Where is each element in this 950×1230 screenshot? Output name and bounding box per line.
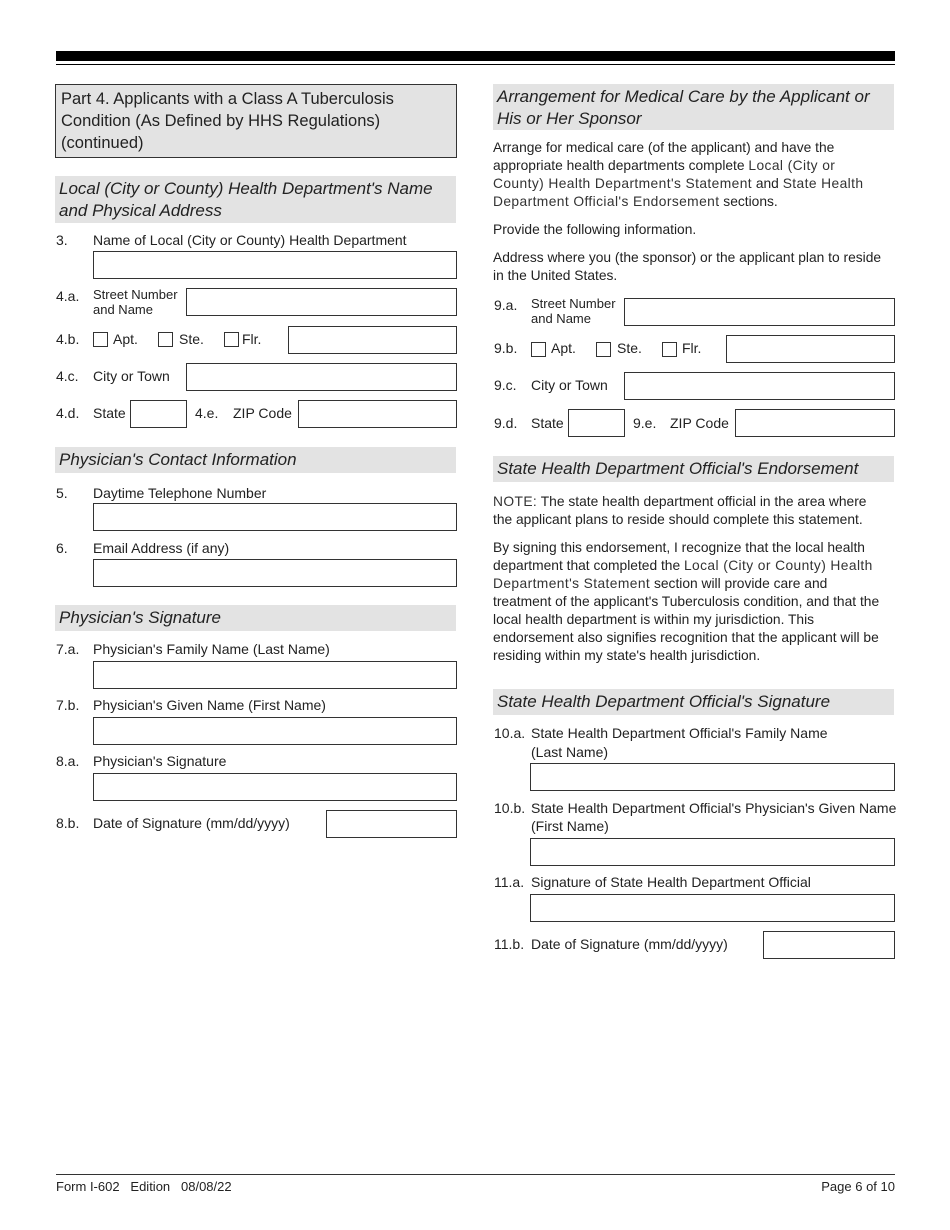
sponsor-zip-code-field[interactable] [735,409,895,437]
item-11b-number: 11.b. [494,936,525,952]
apt-ste-flr-number-field[interactable] [288,326,457,354]
physician-given-name-field[interactable] [93,717,457,745]
sponsor-city-town-field[interactable] [624,372,895,400]
form-edition: Form I-602 Edition 08/08/22 [56,1179,232,1194]
sponsor-ste-label: Ste. [617,340,642,356]
item-11a-label: Signature of State Health Department Official [531,874,811,890]
official-given-name-field[interactable] [530,838,895,866]
item-7b-label: Physician's Given Name (First Name) [93,697,326,713]
item-10a-label-line2: (Last Name) [531,744,609,760]
section-local-health-dept: Local (City or County) Health Department's Name and Physical Address [55,176,456,223]
header-thin-rule [56,64,895,65]
section-state-official-endorsement: State Health Department Official's Endorsement [493,456,894,482]
official-signature-field[interactable] [530,894,895,922]
item-5-number: 5. [56,485,68,501]
item-4c-label: City or Town [93,368,170,384]
item-10b-number: 10.b. [494,800,526,816]
item-7a-label: Physician's Family Name (Last Name) [93,641,330,657]
item-4a-number: 4.a. [56,288,80,304]
item-9a-label-line1: Street Number [531,296,616,311]
item-8b-label: Date of Signature (mm/dd/yyyy) [93,815,290,831]
daytime-phone-field[interactable] [93,503,457,531]
item-8b-number: 8.b. [56,815,80,831]
item-3-label: Name of Local (City or County) Health Department [93,232,407,248]
local-health-dept-name-field[interactable] [93,251,457,279]
footer-rule [56,1174,895,1175]
physician-family-name-field[interactable] [93,661,457,689]
official-signature-date-field[interactable] [763,931,895,959]
section-state-official-signature: State Health Department Official's Signature [493,689,894,715]
section-arrangement-medical-care: Arrangement for Medical Care by the Applicant or His or Her Sponsor [493,84,894,130]
street-name-field[interactable] [186,288,457,316]
item-10b-label-line1: State Health Department Official's Physician's Given Name [531,800,897,816]
item-9e-label: ZIP Code [670,415,729,431]
zip-code-field[interactable] [298,400,457,428]
official-family-name-field[interactable] [530,763,895,791]
sponsor-apt-label: Apt. [551,340,576,356]
ste-label: Ste. [179,331,204,347]
sponsor-apt-ste-flr-number-field[interactable] [726,335,895,363]
item-9d-number: 9.d. [494,415,518,431]
item-9c-number: 9.c. [494,377,517,393]
item-9d-label: State [531,415,564,431]
item-6-label: Email Address (if any) [93,540,230,556]
item-10a-number: 10.a. [494,725,526,741]
email-field[interactable] [93,559,457,587]
item-7b-number: 7.b. [56,697,80,713]
item-4e-label: ZIP Code [233,405,292,421]
address-intro-text: Address where you (the sponsor) or the applicant plan to reside in the United States. [493,250,882,283]
apt-label: Apt. [113,331,138,347]
item-4e-number: 4.e. [195,405,219,421]
note-label: NOTE: [493,494,538,509]
provide-info-text: Provide the following information. [493,222,697,237]
page-number: Page 6 of 10 [821,1179,895,1194]
item-11b-label: Date of Signature (mm/dd/yyyy) [531,936,728,952]
item-4a-label-line2: and Name [93,302,153,317]
endorsement-note: NOTE: The state health department official in the area where the applicant plans to reside should complete this statement. [493,494,867,527]
item-9a-label-line2: and Name [531,311,591,326]
item-4b-number: 4.b. [56,331,80,347]
item-4c-number: 4.c. [56,368,79,384]
item-11a-number: 11.a. [494,874,525,890]
physician-signature-field[interactable] [93,773,457,801]
header-thick-rule [56,51,895,61]
item-9b-number: 9.b. [494,340,518,356]
item-8a-label: Physician's Signature [93,753,227,769]
item-4a-label-line1: Street Number [93,287,178,302]
sponsor-flr-label: Flr. [682,340,702,356]
section-physician-signature: Physician's Signature [55,605,456,631]
part-4-title: Part 4. Applicants with a Class A Tuberculosis Condition (As Defined by HHS Regulations) (continued) [55,84,457,158]
item-9a-number: 9.a. [494,297,518,313]
item-7a-number: 7.a. [56,641,80,657]
sponsor-flr-checkbox[interactable] [662,342,677,357]
item-5-label: Daytime Telephone Number [93,485,267,501]
item-3-number: 3. [56,232,68,248]
arrangement-paragraph: Arrange for medical care (of the applicant) and have the appropriate health departments complete Local (City or County) Health Department's Statement and State Health Department Official's Endorsement sections. [493,140,864,209]
item-10a-label-line1: State Health Department Official's Family Name [531,725,828,741]
sponsor-apt-checkbox[interactable] [531,342,546,357]
sponsor-ste-checkbox[interactable] [596,342,611,357]
apt-checkbox[interactable] [93,332,108,347]
item-4d-label: State [93,405,126,421]
ste-checkbox[interactable] [158,332,173,347]
city-town-field[interactable] [186,363,457,391]
item-9e-number: 9.e. [633,415,657,431]
flr-checkbox[interactable] [224,332,239,347]
item-10b-label-line2: (First Name) [531,818,609,834]
state-field[interactable] [130,400,187,428]
flr-label: Flr. [242,331,262,347]
endorsement-statement: By signing this endorsement, I recognize that the local health department that completed the Local (City or County) Health Department's Statement section will provide care and treatment of the applicant's Tuberculosis condition, and that the local health department is within my jurisdiction. This endorsement also signifies recognition that the applicant will be residing within my state's health jurisdiction. [493,540,880,663]
section-physician-contact: Physician's Contact Information [55,447,456,473]
item-8a-number: 8.a. [56,753,80,769]
item-4d-number: 4.d. [56,405,80,421]
physician-signature-date-field[interactable] [326,810,457,838]
item-9c-label: City or Town [531,377,608,393]
sponsor-state-field[interactable] [568,409,625,437]
item-6-number: 6. [56,540,68,556]
sponsor-street-name-field[interactable] [624,298,895,326]
